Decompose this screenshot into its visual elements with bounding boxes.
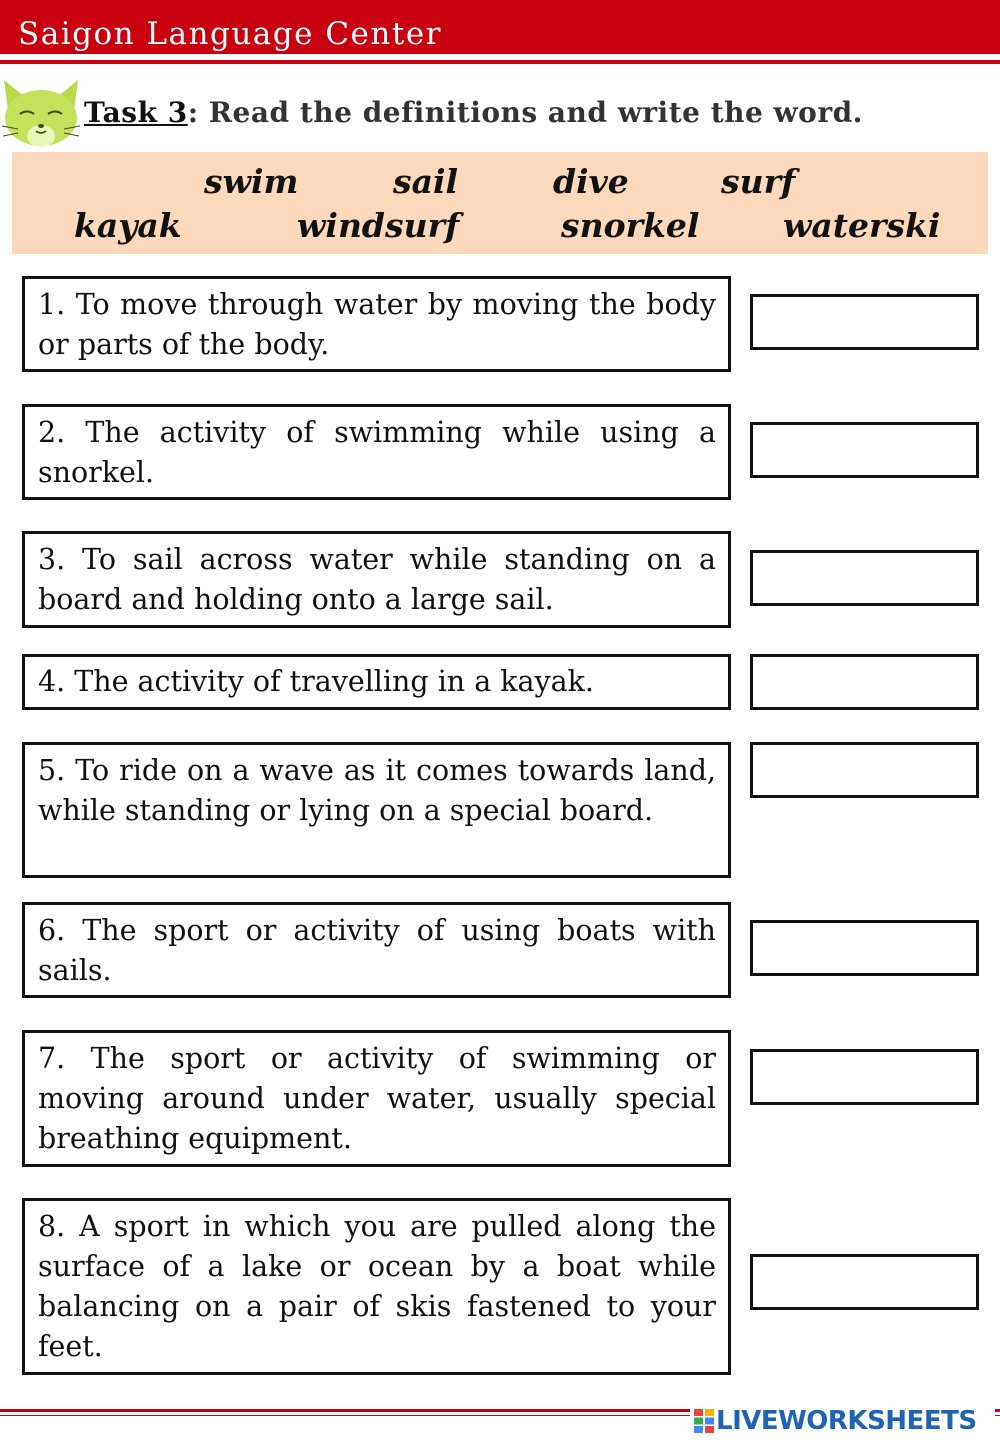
answer-input-7[interactable] <box>750 1049 979 1105</box>
word-bank-word: swim <box>204 162 299 201</box>
definition-text: 4. The activity of travelling in a kayak. <box>38 665 594 698</box>
definition-box-7 <box>22 1030 731 1167</box>
definition-text: 7. The sport or activity of swimming or moving around under water, usually special breathing equipment. <box>38 1042 716 1155</box>
definition-box-4 <box>22 654 731 710</box>
liveworksheets-logo-icon <box>694 1409 714 1433</box>
answer-input-2[interactable] <box>750 422 979 478</box>
definition-text: 3. To sail across water while standing on a board and holding onto a large sail. <box>38 543 716 616</box>
definition-box-8 <box>22 1198 731 1375</box>
brand-text: LIVEWORKSHEETS <box>716 1406 977 1436</box>
word-bank-word: sail <box>393 162 459 201</box>
answer-input-8[interactable] <box>750 1254 979 1310</box>
header-rule <box>0 60 1000 64</box>
definition-box-3 <box>22 531 731 628</box>
word-bank-word: kayak <box>74 206 182 245</box>
definition-text: 8. A sport in which you are pulled along the surface of a lake or ocean by a boat while balancing on a pair of skis fastened to your feet. <box>38 1210 716 1363</box>
answer-input-4[interactable] <box>750 654 979 710</box>
answer-input-5[interactable] <box>750 742 979 798</box>
definition-text: 2. The activity of swimming while using a snorkel. <box>38 416 716 489</box>
definition-text: 5. To ride on a wave as it comes towards land, while standing or lying on a special board. <box>38 754 716 827</box>
word-bank-word: waterski <box>783 206 941 245</box>
task-instruction: : Read the definitions and write the word. <box>187 96 863 129</box>
definition-text: 1. To move through water by moving the body or parts of the body. <box>38 288 716 361</box>
word-bank-word: snorkel <box>561 206 700 245</box>
cat-mascot-icon <box>0 74 82 152</box>
word-bank <box>12 152 988 254</box>
liveworksheets-brand <box>690 1404 995 1438</box>
word-bank-word: dive <box>553 162 629 201</box>
center-name: Saigon Language Center <box>18 16 442 52</box>
answer-input-6[interactable] <box>750 920 979 976</box>
word-bank-word: surf <box>721 162 796 201</box>
task-heading <box>84 96 863 129</box>
definition-box-5 <box>22 742 731 878</box>
word-bank-word: windsurf <box>297 206 460 245</box>
definition-box-1 <box>22 276 731 372</box>
definition-box-6 <box>22 902 731 998</box>
answer-input-3[interactable] <box>750 550 979 606</box>
answer-input-1[interactable] <box>750 294 979 350</box>
definition-text: 6. The sport or activity of using boats with sails. <box>38 914 716 987</box>
definition-box-2 <box>22 404 731 500</box>
task-label: Task 3 <box>84 96 188 129</box>
header-bar <box>0 0 1000 54</box>
